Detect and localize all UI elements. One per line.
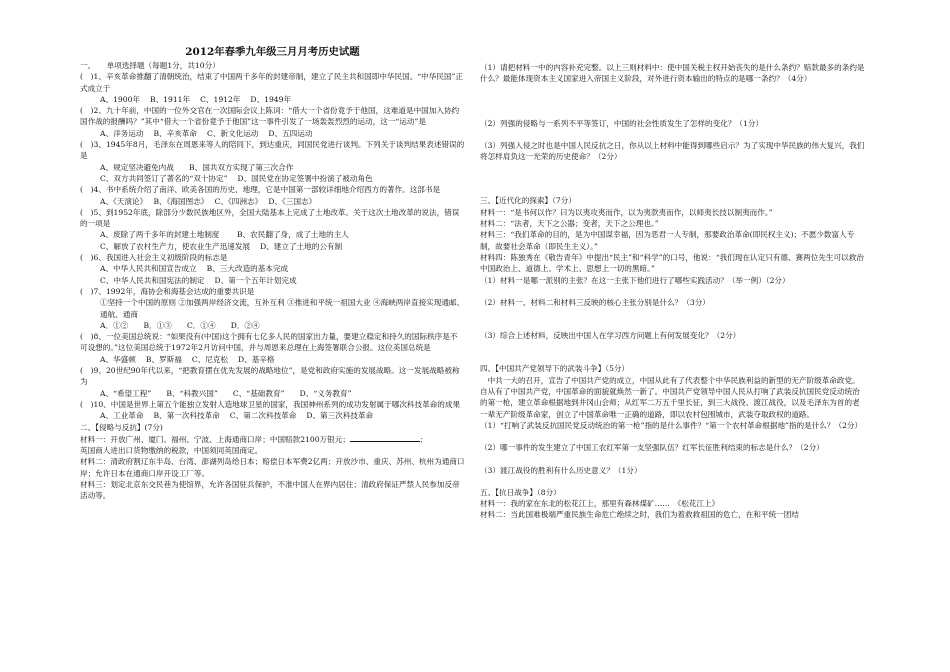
right-line	[480, 286, 865, 297]
left-line	[80, 354, 465, 365]
left-line	[80, 162, 465, 173]
exam-title: 2012年春季九年级三月月考历史试题	[185, 46, 360, 58]
left-line	[80, 229, 465, 240]
left-line-text: 英国商人进出口货物缴纳的税款，中国须同英国商定。	[80, 446, 263, 456]
right-line-text: 四、【中国共产党领导下的武装斗争】（5分）	[480, 364, 630, 374]
left-line	[80, 139, 465, 162]
right-line	[480, 454, 865, 465]
right-line	[480, 85, 865, 118]
right-line-text: 材料三：“我们革命的目的，是为中国谋幸福，因为恶君一人专制，那要政治革命(即民权主义)；不愿少数富人专制，故要社会革命（即民生主义）。”	[480, 230, 855, 251]
right-line-text: （3）渡江战役的胜利有什么历史意义？（1分）	[480, 465, 642, 475]
left-line	[80, 275, 465, 286]
left-line	[80, 445, 465, 456]
left-line	[80, 388, 465, 399]
left-line-text: ( )2、九十年前，中国的一位外交官在一次国际会议上陈词：“借大一个省份竟予于他国，这难道是中国加入协约国作战的报酬吗？”其中“借大一个省份竟予于他国”这一事件引发了一场轰轰烈烈的运动，这一“运动”是	[80, 106, 460, 127]
left-line-text: ( )5、到1952年底，除部分少数民族地区外，全国大陆基本上完成了土地改革。关于这次土地改革的说法，错误的一项是	[80, 207, 460, 229]
left-line-text: C、解放了农村生产力，使农业生产迅速发展 D、建立了土地的公有制	[100, 241, 343, 251]
right-line-text: 材料一：“是书何以作？曰为以夷攻夷而作，以为夷款夷而作，以师夷长技以制夷而作。”	[480, 207, 773, 217]
left-line-text: 二、【侵略与反抗】(7分)	[80, 422, 163, 432]
left-line-text: A、华盛顿 B、罗斯福 C、尼克松 D、基辛格	[100, 354, 275, 364]
right-line	[480, 195, 865, 206]
left-line	[80, 173, 465, 184]
right-line-text: （3）列强入侵之时也是中国人民反抗之日，你从以上材料中能得到哪些启示？为了实现中华民族的伟大复兴，我们将怎样肩负这一光荣的历史使命？（2分）	[480, 140, 865, 162]
left-line-text: 材料三：划定北京东交民巷为使馆界，允许各国驻兵保护，不准中国人在界内居住；清政府保证严禁人民参加反帝活动等。	[80, 479, 460, 501]
left-line-text: ( )8、一位美国总统说：“如果没有(中国)这个拥有七亿多人民的国家出力量，要建立稳定和持久的国际秩序是不可设想的。”这位美国总统于1972年2月访问中国，并与周恩来总理在上海签署联合公报。这位美国总统是	[80, 332, 458, 353]
left-line-text: C、中华人民共和国宪法的制定 D、第一个五年计划完成	[100, 275, 297, 285]
left-line	[80, 479, 465, 502]
right-body	[480, 62, 865, 521]
right-line	[480, 431, 865, 442]
right-line-text: （1）材料一是哪一派别的主张？在这一主张下他们进行了哪些实践活动？（举一例）（2分）	[480, 275, 790, 285]
right-column	[480, 0, 865, 521]
left-line-text: A、中华人民共和国宣告成立 B、三大改造的基本完成	[100, 264, 289, 274]
left-line	[80, 410, 465, 421]
right-line	[480, 229, 865, 252]
left-line	[80, 105, 465, 128]
left-line-text: ①坚持一个中国的原则 ②加强两岸经济交流，互补互利 ③推进和平统一祖国大业 ④海峡两岸直接实现通邮、通航、通商	[100, 298, 465, 319]
left-line	[80, 263, 465, 274]
left-line-text: ( )3、1945年8月，毛泽东在周恩来等人的陪同下，到达重庆，同国民党进行谈判。下列关于谈判结果表述错误的是	[80, 140, 465, 161]
left-line	[80, 365, 465, 388]
right-top-spacer	[480, 0, 865, 62]
left-line-text: 一、 单项选择题（每题1分，共10分）	[80, 61, 220, 70]
answer-blank[interactable]	[350, 433, 420, 442]
left-line-text: ( )7、1992年，海协会和海基会达成的重要共识是	[80, 286, 255, 296]
right-line-text: （3）综合上述材料，反映出中国人在学习西方问题上有何发展变化？（2分）	[480, 331, 741, 341]
right-line-text: 材料一：我的家在东北的松花江上，那里有森林煤矿…… 《松花江上》	[480, 499, 720, 509]
right-line-text: 材料二：当此国难极端严重民族生命危亡绝续之时，我们为着救救祖国的危亡，在和平统一团结	[480, 510, 799, 520]
right-line	[480, 275, 865, 286]
left-line	[80, 241, 465, 252]
right-line	[480, 297, 865, 308]
right-line	[480, 207, 865, 218]
left-line-text: A、规定坚决避免内战 B、国共双方实现了第三次合作	[100, 162, 294, 172]
right-line	[480, 330, 865, 341]
left-line	[80, 422, 465, 433]
left-body	[80, 60, 465, 502]
left-line-text: ( )4、书中系统介绍了南洋、欧美各国的历史、地理，它是中国第一部较详细地介绍西方的著作。这部书是	[80, 185, 441, 195]
right-line	[480, 118, 865, 129]
right-line-text: 中共一大的召开，宣告了中国共产党的成立，中国从此有了代表整个中华民族利益的新型的无产阶级革命政党。自从有了中国共产党，中国革命的面貌就焕然一新了。中国共产党领导中国人民从打响了武装反抗国民党反动统治的第一枪，建立革命根据地到井冈山会师；从红军二万五千里长征，到三大战役、渡江战役，以及毛泽东为首的老一辈无产阶级革命家，创立了中国革命唯一正确的道路，即以农村包围城市，武装夺取政权的道路。	[480, 375, 860, 419]
right-line	[480, 420, 865, 431]
left-column	[80, 0, 465, 502]
right-line	[480, 498, 865, 509]
left-line	[80, 60, 465, 71]
right-line	[480, 252, 865, 275]
right-line	[480, 62, 865, 85]
left-line-text: A、“希望工程” B、“科教兴国” C、“基础教育” D、“义务教育”	[100, 388, 352, 398]
right-line	[480, 162, 865, 195]
left-line	[80, 252, 465, 263]
left-line	[80, 331, 465, 354]
left-line-text: 材料一：开放广州、厦门、福州、宁波、上海通商口岸；中国赔款2100万银元；	[80, 434, 350, 444]
left-line	[80, 196, 465, 207]
right-line	[480, 442, 865, 453]
left-line	[80, 297, 465, 320]
left-line-text: A、《天演论》 B、《海国图志》 C、《四洲志》 D、《三国志》	[100, 196, 317, 206]
left-line-text: A、废除了两千多年的封建土地制度 B、农民翻了身，成了土地的主人	[100, 230, 349, 240]
left-line	[80, 184, 465, 195]
right-line-text: （2）列强的侵略与一系列不平等签订，中国的社会性质发生了怎样的变化？（1分）	[480, 118, 764, 128]
left-line	[80, 128, 465, 139]
right-line	[480, 487, 865, 498]
left-line	[80, 71, 465, 94]
left-line-text: C、双方共同签订了著名的“双十协定” D、国民党在协定签署中扮演了被动角色	[100, 173, 373, 183]
left-line-text: A、洋务运动 B、辛亥革命 C、新文化运动 D、五四运动	[100, 128, 313, 138]
right-line	[480, 375, 865, 420]
right-line-text: 三、【近代化的探索】（7分）	[480, 196, 576, 206]
left-line	[80, 456, 465, 479]
right-line	[480, 363, 865, 374]
right-line-text: （1）“打响了武装反抗国民党反动统治的第一枪”指的是什么事件？“第一个农村革命根据地”指的是什么？（2分）	[480, 420, 863, 430]
left-line: 材料一：开放广州、厦门、福州、宁波、上海通商口岸；中国赔款2100万银元； ；	[80, 434, 428, 444]
right-line	[480, 140, 865, 163]
right-line-text: 五、【抗日战争】（8分）	[480, 487, 561, 497]
left-line	[80, 94, 465, 105]
right-line-text: 材料四：陈独秀在《敬告青年》中提出“民主”和“科学”的口号，他说：“我们现在认定只有德、赛两位先生可以救治中国政治上、道德上、学术上、思想上一切的黑暗。”	[480, 252, 864, 274]
left-line-text: A、1900年 B、1911年 C、1912年 D、1949年	[100, 94, 292, 104]
left-line	[80, 207, 465, 230]
right-line	[480, 341, 865, 363]
left-line-text: A．①② B．①③ C．①④ D．②④	[100, 320, 260, 330]
right-line	[480, 509, 865, 520]
left-line	[80, 320, 465, 331]
left-line-text: ( )1、辛亥革命推翻了清朝统治，结束了中国两千多年的封建帝制，建立了民主共和国即中华民国。“中华民国”正式成立于	[80, 72, 464, 93]
left-line-text: ( )9、20世纪90年代以来，“把教育摆在优先发展的战略地位”，是党和政府实施的发展战略。这一发展战略被称为	[80, 366, 460, 387]
right-line	[480, 476, 865, 487]
right-line	[480, 308, 865, 330]
left-line-text: ( )10、中国是世界上第五个能独立发射人造地球卫星的国家，我国神州系列的成功发射属于哪次科技革命的成果	[80, 399, 461, 409]
right-line-text: （2）哪一事件的发生建立了中国工农红军第一支坚强队伍？红军长征胜利结束的标志是什么？（2分）	[480, 443, 824, 453]
left-line	[80, 286, 465, 297]
right-line	[480, 465, 865, 476]
right-line-text: （1）请把材料一中的内容补充完整。以上三则材料中：使中国关税主权开始丧失的是什么条约？赔款最多的条约是什么？最能体现资本主义国家进入帝国主义阶段，对外进行资本输出的特点的是哪一条约？（4分）	[480, 63, 865, 84]
left-line-text: ( )6、我国进入社会主义初级阶段的标志是	[80, 253, 228, 263]
right-line	[480, 218, 865, 229]
left-line-text: A、工业革命 B、第一次科技革命 C、第二次科技革命 D、第三次科技革命	[100, 411, 374, 421]
right-line-text: （2）材料一、材料二和材料三反映的核心主张分别是什么？（3分）	[480, 297, 710, 307]
right-line	[480, 129, 865, 140]
right-line-text: 材料二：“法者，天下之公器；变者，天下之公理也。”	[480, 219, 659, 229]
left-line-text: 材料二：清政府割辽东半岛、台湾、澎湖列岛给日本；赔偿日本军费2亿两；开放沙市、重庆、苏州、杭州为通商口岸；允许日本在通商口岸开设工厂等。	[80, 457, 465, 478]
left-line	[80, 399, 465, 410]
